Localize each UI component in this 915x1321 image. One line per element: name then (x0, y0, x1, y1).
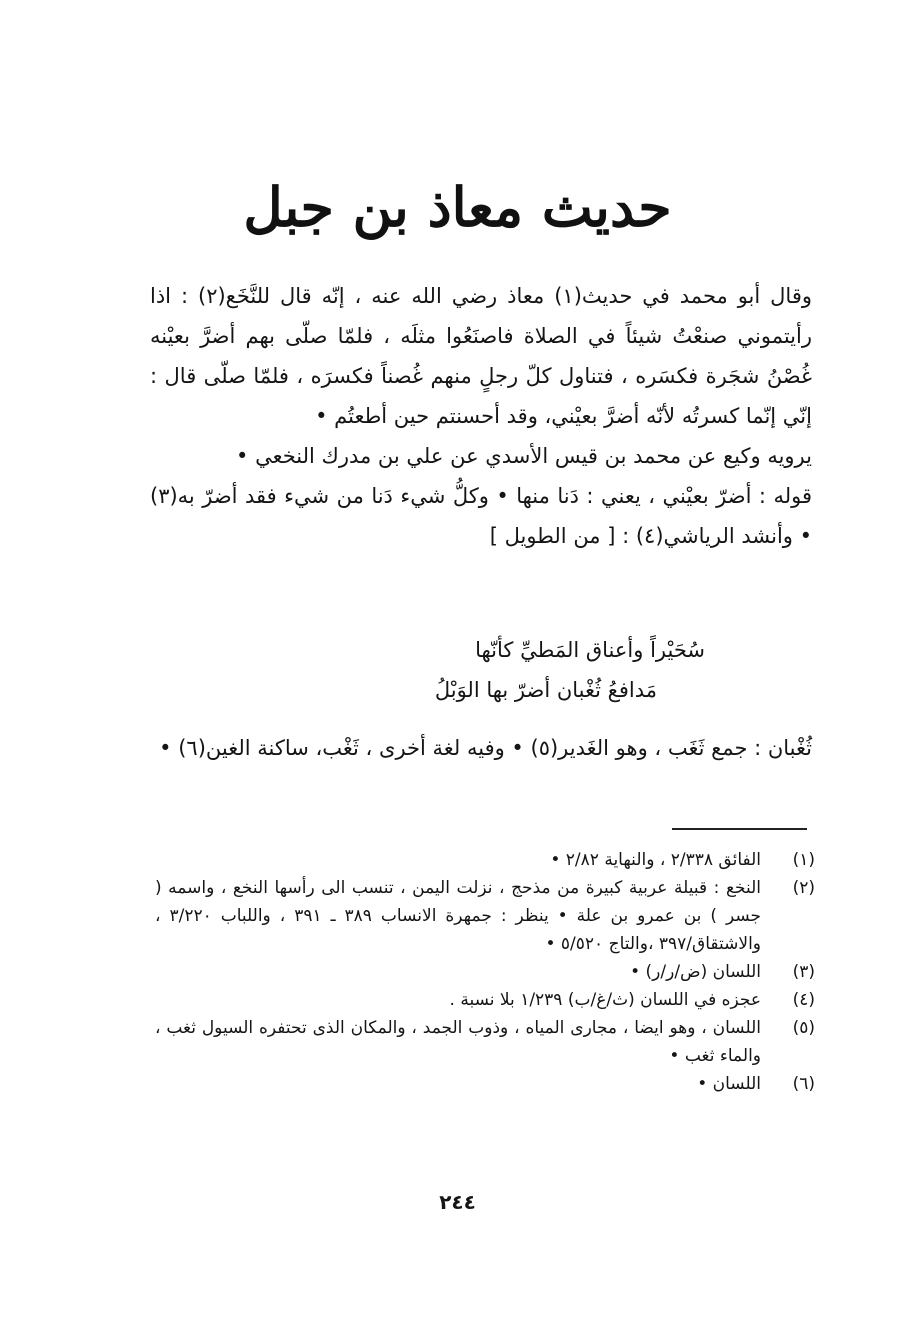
footnote-number: (٦) (792, 1074, 815, 1094)
verse-hemistich-2: مَدافعُ ثُغْبان أضرّ بها الوَبْلُ (434, 678, 657, 702)
paragraph-isnad: يرويه وكيع عن محمد بن قيس الأسدي عن علي بن مدرك النخعي • (236, 444, 812, 468)
footnote-number: (٤) (792, 990, 815, 1010)
footnote-item (155, 958, 815, 986)
footnote-separator (672, 828, 807, 830)
footnote-text: النخع : قبيلة عربية كبيرة من مذحج ، نزلت اليمن ، تنسب الى رأسها النخع ، واسمه ( جسر ) بن عمرو بن علة • ينظر : جمهرة الانساب ٣٨٩ ـ ٣٩١ ، واللباب ٣/٢٢٠ ، والاشتقاق/٣٩٧ ،والتاج ٥/٥٢٠ • (155, 878, 762, 954)
footnote-number: (٢) (792, 878, 815, 898)
footnote-number: (٣) (792, 962, 815, 982)
closing-text-block (150, 728, 812, 768)
footnote-item (155, 874, 815, 958)
footnote-item (155, 986, 815, 1014)
verse-hemistich-1: سُحَيْراً وأعناق المَطيِّ كأنّها (475, 638, 705, 662)
footnote-item (155, 1070, 815, 1098)
footnote-text: الفائق ٢/٣٣٨ ، والنهاية ٢/٨٢ • (550, 850, 761, 870)
page-number: ٢٤٤ (439, 1190, 476, 1214)
footnotes (155, 846, 815, 1098)
footnote-number: (٥) (792, 1018, 815, 1038)
paragraph-closing: ثُغْبان : جمع ثَغَب ، وهو الغَدير(٥) • وفيه لغة أخرى ، ثَغْب، ساكنة الغين(٦) • (159, 736, 812, 760)
footnote-text: اللسان ، وهو ايضا ، مجارى المياه ، وذوب الجمد ، والمكان الذى تحتفره السيول ثغب ، والماء ثغب • (155, 1018, 761, 1066)
footnote-text: اللسان • (697, 1074, 761, 1094)
footnote-text: عجزه في اللسان (ث/غ/ب) ١/٢٣٩ بلا نسبة . (449, 990, 761, 1010)
paragraph-hadith: وقال أبو محمد في حديث(١) معاذ رضي الله عنه ، إنّه قال للنَّخَع(٢) : اذا رأيتموني صنعْتُ شيئاً في الصلاة فاصنَعُوا مثلَه ، فلمّا صلّى بهم أضرَّ بعيْنه غُصْنُ شجَرة فكسَره ، فتناول كلّ رجلٍ منهم غُصناً فكسرَه ، فلمّا صلّى قال : إنّي إنّما كسرتُه لأنّه أضرَّ بعيْني، وقد أحسنتم حين أطعتُم • (150, 284, 812, 428)
paragraph-explanation: قوله : أضرّ بعيْني ، يعني : دَنا منها • وكلُّ شيء دَنا من شيء فقد أضرّ به(٣) • وأنشد الرياشي(٤) : [ من الطويل ] (150, 484, 812, 548)
section-heading: حديث معاذ بن جبل (243, 175, 672, 239)
main-text-block (150, 276, 812, 556)
footnote-number: (١) (792, 850, 815, 870)
footnote-item (155, 846, 815, 874)
footnote-item (155, 1014, 815, 1070)
footnote-text: اللسان (ض/ر/ر) • (630, 962, 761, 982)
